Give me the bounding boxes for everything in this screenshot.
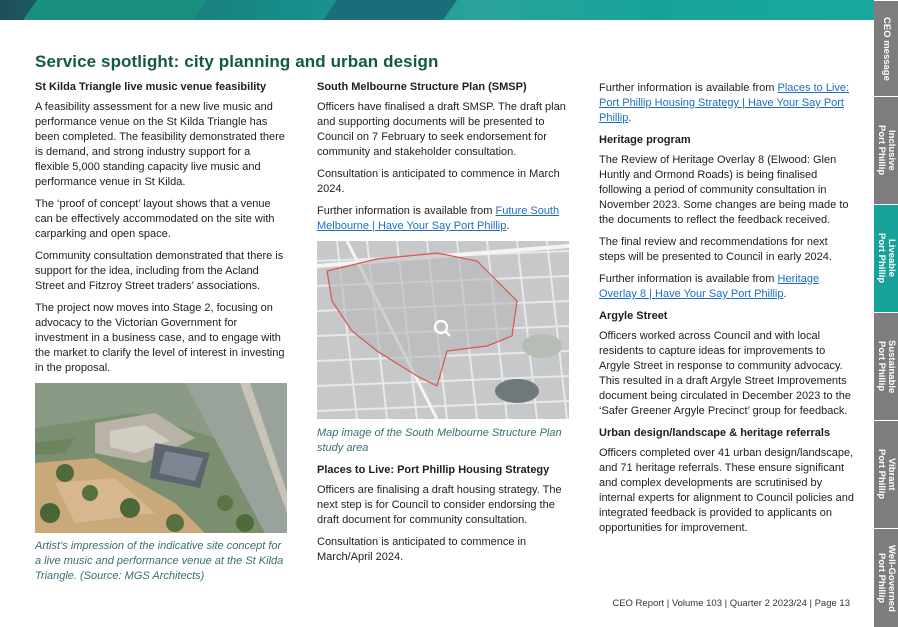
paragraph: [599, 81, 855, 126]
paragraph-text: .: [506, 220, 510, 232]
structure-plan-map: [317, 241, 569, 419]
page-title: Service spotlight: city planning and urban design: [35, 52, 439, 71]
tab-sustainable[interactable]: [874, 312, 898, 420]
section-heading: St Kilda Triangle live music venue feasibility: [35, 81, 267, 93]
paragraph: The project now moves into Stage 2, focusing on advocacy to the Victorian Government for investment in a business case, and to engage with the market to clarify the level of interest in investing in the proposal.: [35, 302, 285, 374]
paragraph-text: Further information is available from: [599, 273, 778, 285]
side-navigation: [874, 0, 898, 627]
tab-label: Sustainable Port Phillip: [876, 339, 897, 394]
map-caption: Map image of the South Melbourne Structure Plan study area: [317, 427, 562, 454]
paragraph: Officers have finalised a draft SMSP. The draft plan and supporting documents will be presented to Council on 7 February to seek endorsement for community and stakeholder consultation.: [317, 101, 566, 158]
page-footer: CEO Report | Volume 103 | Quarter 2 2023/24 | Page 13: [612, 598, 850, 609]
section-heading: Places to Live: Port Phillip Housing Strategy: [317, 464, 550, 476]
paragraph: Officers are finalising a draft housing strategy. The next step is for Council to consider endorsing the draft document for community consultation.: [317, 484, 562, 526]
paragraph-text: .: [783, 288, 787, 300]
paragraph: [599, 272, 855, 302]
section-heading: South Melbourne Structure Plan (SMSP): [317, 81, 527, 93]
paragraph-text: Further information is available from: [599, 82, 778, 94]
tab-liveable[interactable]: [874, 204, 898, 312]
paragraph: Officers completed over 41 urban design/landscape, and 71 heritage referrals. These ensure significant and complex developments are scrutinised by internal experts for alignment to Council policies and integrated feedback is provided to applicants on opportunities for improvement.: [599, 447, 854, 534]
future-south-melbourne-link[interactable]: Future South Melbourne | Have Your Say Port Phillip: [317, 205, 560, 232]
tab-vibrant[interactable]: [874, 420, 898, 528]
tab-label: Inclusive Port Phillip: [876, 125, 897, 176]
paragraph: Consultation is anticipated to commence in March 2024.: [317, 168, 560, 195]
paragraph: Consultation is anticipated to commence in March/April 2024.: [317, 536, 527, 563]
paragraph: A feasibility assessment for a new live music and performance venue on the St Kilda Triangle has been completed. The feasibility demonstrated there is demand, and strong industry support for a flexible 5,000 standing capacity live music and performance venue in St Kilda.: [35, 101, 285, 188]
map-illustration: [317, 241, 569, 419]
column-3: [599, 81, 855, 543]
paragraph: The Review of Heritage Overlay 8 (Elwood: Glen Huntly and Ormond Roads) is being finalised following a period of community consultation in November 2023. Some changes are being made to the documents to reflect the feedback received.: [599, 154, 849, 226]
paragraph-text: Further information is available from: [317, 205, 496, 217]
tab-label: Vibrant Port Phillip: [876, 449, 897, 500]
heritage-overlay-link[interactable]: Heritage Overlay 8 | Have Your Say Port Phillip: [599, 273, 820, 300]
tab-well-governed[interactable]: [874, 528, 898, 627]
aerial-illustration: [35, 383, 287, 533]
tab-label: Well-Governed Port Phillip: [876, 544, 897, 612]
image-caption: Artist’s impression of the indicative site concept for a live music and performance venue at the St Kilda Triangle. (Source: MGS Architects): [35, 540, 284, 582]
paragraph: The ‘proof of concept’ layout shows that a venue can be effectively accommodated on the site with carparking and open space.: [35, 198, 275, 240]
paragraph: Officers worked across Council and with local residents to capture ideas for improvements to Argyle Street in response to community advocacy. This resulted in a draft Argyle Street Improvements document being circulated in December 2023 to the ‘Safer Greener Argyle Precinct’ group for feedback.: [599, 330, 851, 417]
tab-inclusive[interactable]: [874, 96, 898, 204]
paragraph: The final review and recommendations for next steps will be presented to Council in early 2024.: [599, 236, 832, 263]
section-heading: Argyle Street: [599, 310, 668, 322]
banner-shape: [23, 0, 207, 20]
top-banner: [0, 0, 874, 20]
venue-artist-impression-image: [35, 383, 287, 533]
places-to-live-link[interactable]: Places to Live: Port Phillip Housing Strategy | Have Your Say Port Phillip: [599, 82, 850, 124]
section-heading: Heritage program: [599, 134, 691, 146]
column-2: [317, 80, 569, 572]
tab-label: CEO message: [881, 16, 892, 81]
paragraph-text: .: [628, 112, 632, 124]
paragraph: Community consultation demonstrated that there is support for the idea, including from the Acland Street and Fitzroy Street traders’ associations.: [35, 250, 284, 292]
tab-ceo-message[interactable]: [874, 0, 898, 96]
paragraph: [317, 204, 569, 234]
tab-label: Liveable Port Phillip: [876, 233, 897, 284]
column-1: [35, 80, 287, 591]
banner-shape: [323, 0, 457, 20]
section-heading: Urban design/landscape & heritage referrals: [599, 427, 831, 439]
